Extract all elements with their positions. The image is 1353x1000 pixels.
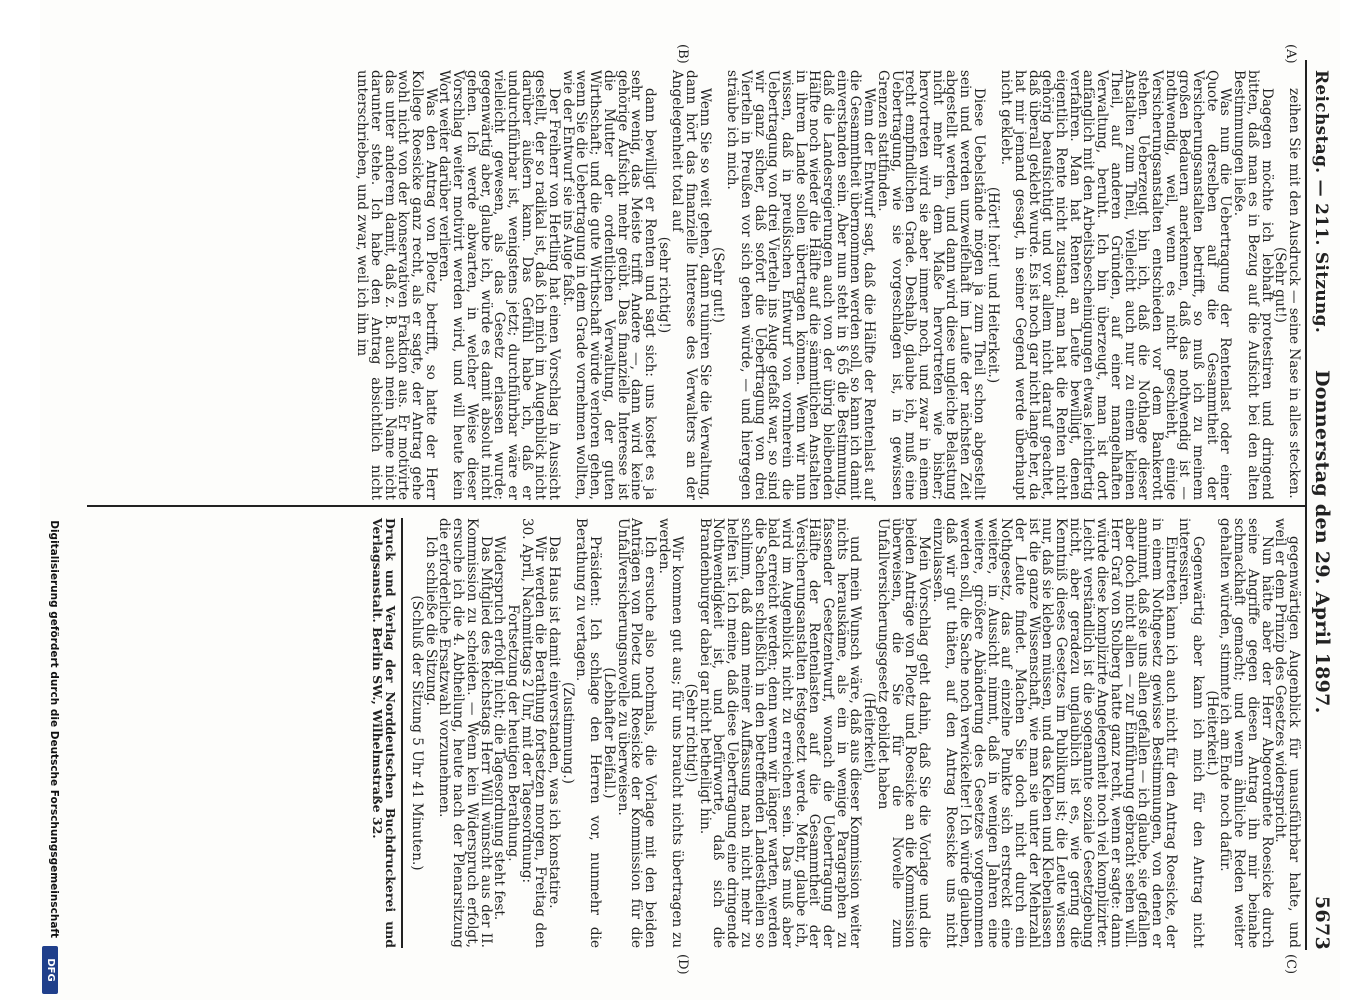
paragraph: Präsident: Ich schlage den Herren vor, nunmehr die Berathung zu vertagen. xyxy=(573,518,604,948)
interjection: (Sehr gut!) xyxy=(710,247,727,323)
imprint: Druck und Verlag der Norddeutschen Buchdruckerei und Verlagsanstalt. Berlin SW., Wilhelmstraße 32. xyxy=(370,518,403,948)
margin-marker-a: (A) xyxy=(1283,44,1298,64)
interjection: (Heiterkeit.) xyxy=(1203,690,1220,776)
header-left: Reichstag. — 211. Sitzung. xyxy=(1311,70,1331,334)
paragraph: dann bewilligt er Renten und sagt sich: uns kostet es ja sehr wenig, das Meiste trifft Andere —, dann wird keine gehörige Aufsicht mehr geübt. Das finanzielle Interesse ist die Mutter der ordentlichen Verwaltung, der guten Wirthschaft; und die gute Wirthschaft würde verloren gehen, wenn Sie die Uebertragung in dem Grade vornehmen wollten, wie der Entwurf sie ins Auge faßt. xyxy=(559,70,658,500)
left-text-column xyxy=(354,70,1300,500)
paragraph: Diese Uebelstände mögen ja zum Theil schon abgestellt sein und werden unzweifelhaft im Laufe der nächsten Zeit abgestellt werden, und dann wird diese ungleiche Belastung nicht mehr in dem Maße hervortreten wie bisher; hervortreten wird sie aber immer noch, und zwar in einem recht empfindlichen Grade. Deshalb, glaube ich, muß eine Uebertragung, wie sie vorgeschlagen ist, in gewissen Grenzen stattfinden. xyxy=(874,70,987,500)
page-number: 5673 xyxy=(1311,895,1333,950)
paragraph: Der Freiherr von Hertling hat einen Vorschlag in Aussicht gestellt, der so radikal ist, daß ich mich im Augenblick nicht darüber äußern kann. Das Gefühl habe ich, daß er undurchführbar ist, wenigstens jetzt; durchführbar wäre er vielleicht gewesen, als das Gesetz erlassen wurde; gegenwärtig aber, glaube ich, würde es damit absolut nicht gehen. Ich werde abwarten, in welcher Weise dieser Vorschlag weiter motivirt werden wird, und will heute kein Wort weiter darüber verlieren. xyxy=(436,70,563,500)
margin-marker-b: (B) xyxy=(675,44,690,64)
paragraph: Das Mitglied des Reichstags Herr Will wünscht aus der II. Kommission zu scheiden. — Wenn kein Widerspruch erfolgt, ersuche ich die 4. Abtheilung, heute nach der Plenarsitzung die erforderliche Ersatzwahl vorzunehmen. xyxy=(436,518,494,948)
dfg-logo: DFG xyxy=(42,946,58,994)
paragraph: Wir werden die Berathung fortsetzen morgen, Freitag den 30. April, Nachmittags 2 Uhr, mit der Tagesordnung: xyxy=(518,518,549,948)
interjection: (Lebhafter Beifall.) xyxy=(600,667,617,799)
interjection: (Hört! hört! und Heiterkeit.) xyxy=(984,186,1001,384)
interjection: (sehr richtig!) xyxy=(655,236,672,334)
paragraph: Mein Vorschlag geht dahin, daß Sie die Vorlage und die beiden Anträge von Ploetz und Roesicke an die Kommission überweisen, die Sie für die Novelle zum Unfallversicherungsgesetz gebildet haben xyxy=(874,518,933,948)
interjection: (Sehr gut!) xyxy=(1272,247,1289,323)
paragraph: gegenwärtigen Augenblick für unausführbar halte, und weil er dem Prinzip des Gesetzes widerspricht. xyxy=(1272,518,1302,948)
page-header xyxy=(1305,70,1339,950)
paragraph: Widerspruch erfolgt nicht; die Tagesordnung steht fest. xyxy=(491,536,508,921)
right-text-column xyxy=(370,518,1300,948)
scanned-page xyxy=(40,0,1340,1000)
paragraph: Das Haus ist damit einverstanden, was ich konstatire. xyxy=(546,536,563,909)
paragraph: Dagegen möchte ich lebhaft protestiren und dringend bitten, daß man es in Bezug auf die Aufsicht bei den alten Bestimmungen ließe. xyxy=(1231,70,1275,500)
paragraph: Was nun die Uebertragung der Rentenlast oder einer Quote derselben auf die Gesammtheit der Versicherungsanstalten betrifft, so muß ich zu meinem großen Bedauern anerkennen, daß das nothwendig ist — nothwendig, weil, wenn es nicht geschieht, einige Versicherungsanstalten entschieden vor dem Bankerott stehen. Ueberzeugt bin ich, daß die Nothlage dieser Anstalten zum Theil, vielleicht auch nur zu einem kleinen Theil, auf anderen Gründen, auf einer mangelhaften Verwaltung, beruht. Ich bin überzeugt, man ist dort anfänglich mit den Arbeitsbescheinigungen etwas leichtfertig verfahren. Man hat Renten an Leute bewilligt, denen eigentlich Rente nicht zustand; man hat die Renten nicht gehörig beaufsichtigt und vor allem nicht darauf geachtet, daß überall geklebt wurde. Es ist noch gar nicht lange her, da hat mir jemand gesagt, in seiner Gegend werde überhaupt nicht geklebt. xyxy=(998,70,1234,500)
paragraph: Wenn der Entwurf sagt, daß die Hälfte der Rentenlast auf die Gesammtheit übernommen werden soll, so kann ich damit einverstanden sein. Aber nun steht in § 65 die Bestimmung, daß die Landesregierungen auch von der übrig bleibenden Hälfte noch wieder die Hälfte auf die sämmtlichen Anstalten in ihrem Lande sollen übertragen können. Wenn wir nun wissen, daß in preußischen Entwurf von vornherein die Uebertragung von drei Vierteln ins Auge gefaßt war, so sind wir ganz sicher, daß sofort die Uebertragung von drei Vierteln in Preußen vor sich gehen würde, — und hiergegen sträube ich mich. xyxy=(724,70,878,500)
paragraph: zeihen Sie mit den Ausdruck — seine Nase in alles stecken. xyxy=(1286,88,1302,499)
digitization-note: Digitalisierung gefördert durch die Deutsche Forschungsgemeinschaft xyxy=(48,520,60,938)
interjection: (Schluß der Sitzung 5 Uhr 41 Minuten.) xyxy=(409,595,425,871)
interjection: Fortsetzung der heutigen Berathung. xyxy=(504,604,521,862)
paragraph: Eintreten kann ich auch nicht für den Antrag Roesicke, der in einem Nothgesetz gewisse Bestimmungen, von denen er annimmt, daß sie uns allen gefallen — ich glaube, sie gefallen aber doch nicht allen — zur Einführung gebracht sehen will. Herr Graf von Stolberg hatte ganz recht, wenn er sagte: dann würde diese komplizirte Angelegenheit noch viel komplizirter. Leicht verständlich ist die sogenannte soziale Gesetzgebung nicht, aber geradezu unglaublich ist es, wie gering die Kenntniß dieses Gesetzes im Publikum ist; die Leute wissen nur, daß sie kleben müssen, und das Kleben und Klebenlassen ist die ganze Wissenschaft, wie man sie unter der Mehrzahl der Leute findet. Machen Sie doch nicht durch ein Nothgesetz, das auf einzelne Punkte sich erstreckt eine weitere, in Aussicht nimmt, daß in wenigen Jahren eine weitere, größere Abänderung des Gesetzes vorgenommen werden soll, die Sache noch verwickelter! Ich würde glauben, daß wir gut thäten, auf den Antrag Roesicke uns nicht einzulassen. xyxy=(929,518,1179,948)
margin-marker-c: (C) xyxy=(1283,954,1298,975)
paragraph: Nun hätte aber der Herr Abgeordnete Roesicke durch seine Angriffe gegen diesen Antrag ihn mir beinahe schmackhaft gemacht; und wenn ähnliche Reden weiter gehalten würden, stimmte ich am Ende noch dafür. xyxy=(1217,518,1275,948)
paragraph: Gegenwärtig aber kann ich mich für den Antrag nicht interessiren. xyxy=(1176,518,1207,948)
paragraph: Ich ersuche also nochmals, die Vorlage mit den beiden Anträgen von Ploetz und Roesicke der Kommission für die Unfallversicherungsnovelle zu überweisen. xyxy=(614,518,658,948)
interjection: (Zustimmung.) xyxy=(559,682,576,784)
header-date: Donnerstag den 29. April 1897. xyxy=(1311,370,1333,714)
paragraph: Wenn Sie so weit gehen, dann ruiniren Sie die Verwaltung, dann hört das finanzielle Interesse des Verwalters an der Angelegenheit total auf xyxy=(669,70,713,500)
paragraph: Was den Antrag von Ploetz betrifft, so hatte der Herr Kollege Roesicke ganz recht, als er sagte, der Antrag gehe wohl nicht von der konservativen Fraktion aus. Er motivirte das unter anderem damit, daß z. B. auch mein Name nicht darunter stehe. Ich habe den Antrag absichtlich nicht unterschrieben, und zwar, weil ich ihn im xyxy=(354,70,439,500)
interjection: (Heiterkeit) xyxy=(861,692,878,774)
paragraph: Wir kommen gut aus; für uns braucht nichts übertragen zu werden. xyxy=(655,518,686,948)
paragraph: Ich schließe die Sitzung. xyxy=(422,536,439,706)
interjection: (Sehr richtig!) xyxy=(683,683,700,783)
paragraph: und mein Wunsch wäre, daß aus dieser Kommission weiter nichts herauskäme, als ein in wenige Paragraphen zu fassender Gesetzentwurf, wonach die Uebertragung der Hälfte der Rentenlasten auf die Gesammtheit der Versicherungsanstalten festgesetzt werde. Mehr, glaube ich, wird im Augenblick nicht zu erreichen sein. Das muß aber bald erreicht werden; denn wenn wir länger warten, werden die Sachen schließlich in den betreffenden Landestheilen so schlimm, daß dann meiner Auffassung nach nicht mehr zu helfen ist. Ich meine, daß diese Uebertragung eine dringende Nothwendigkeit ist, und befürworte, daß sich die Brandenburger dabei gar nicht betheiligt hin. xyxy=(696,518,864,948)
column-rule xyxy=(87,505,1307,507)
margin-marker-d: (D) xyxy=(675,954,690,975)
